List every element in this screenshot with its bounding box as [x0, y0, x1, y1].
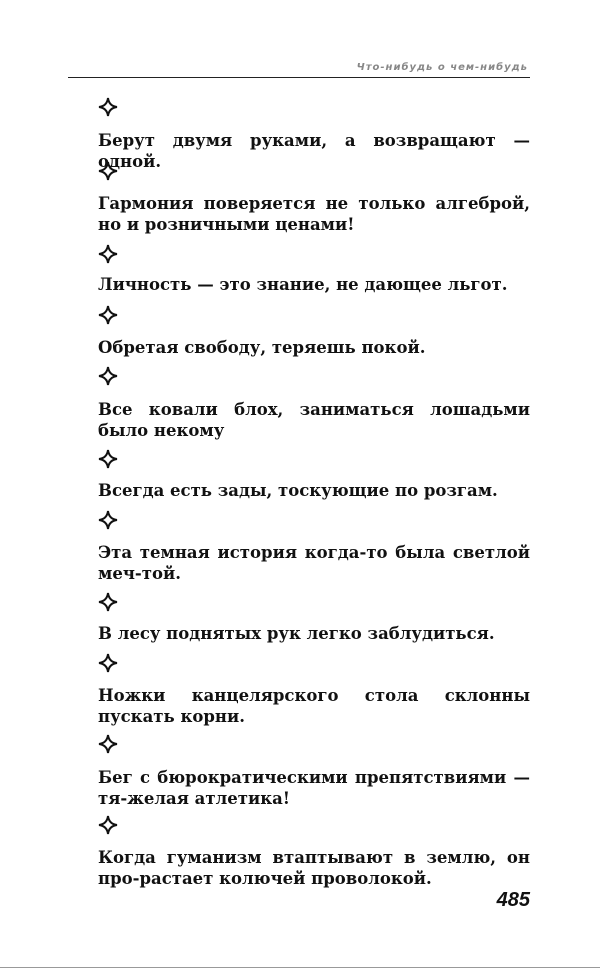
- list-item: [98, 815, 530, 888]
- four-point-star-icon: [98, 592, 118, 612]
- four-point-star-icon: [98, 366, 118, 386]
- list-item: [98, 510, 530, 583]
- list-item: [98, 97, 530, 171]
- aphorism-text: Обретая свободу, теряешь покой.: [98, 338, 426, 357]
- aphorism-text: Бег с бюрократическими препятствиями — тя-желая атлетика!: [98, 768, 530, 808]
- aphorism-text: Всегда есть зады, тоскующие по розгам.: [98, 481, 498, 500]
- four-point-star-icon: [98, 653, 118, 673]
- list-item: [98, 366, 530, 440]
- list-item: [98, 244, 530, 294]
- page-number: 485: [496, 889, 530, 911]
- list-item: [98, 305, 530, 357]
- aphorism-text: Личность — это знание, не дающее льгот.: [98, 275, 508, 294]
- aphorism-text: Берут двумя руками, а возвращают — одной.: [98, 131, 530, 171]
- four-point-star-icon: [98, 449, 118, 469]
- aphorism-text: Гармония поверяется не только алгеброй, но и розничными ценами!: [98, 194, 530, 234]
- four-point-star-icon: [98, 734, 118, 754]
- four-point-star-icon: [98, 815, 118, 835]
- aphorism-text: Все ковали блох, заниматься лошадьми было некому: [98, 400, 530, 440]
- four-point-star-icon: [98, 161, 118, 181]
- list-item: [98, 592, 530, 643]
- running-header: Что-нибудь о чем-нибудь: [356, 62, 528, 73]
- four-point-star-icon: [98, 305, 118, 325]
- page-edge-rule: [0, 967, 600, 968]
- four-point-star-icon: [98, 97, 118, 117]
- aphorism-text: Эта темная история когда-то была светлой меч-той.: [98, 543, 530, 583]
- list-item: [98, 734, 530, 808]
- header-rule: [68, 77, 530, 78]
- list-item: [98, 449, 530, 500]
- aphorism-text: В лесу поднятых рук легко заблудиться.: [98, 624, 495, 643]
- four-point-star-icon: [98, 244, 118, 264]
- four-point-star-icon: [98, 510, 118, 530]
- list-item: [98, 653, 530, 726]
- list-item: [98, 161, 530, 234]
- aphorism-text: Когда гуманизм втаптывают в землю, он про-растает колючей проволокой.: [98, 848, 530, 888]
- aphorism-text: Ножки канцелярского стола склонны пускать корни.: [98, 686, 530, 726]
